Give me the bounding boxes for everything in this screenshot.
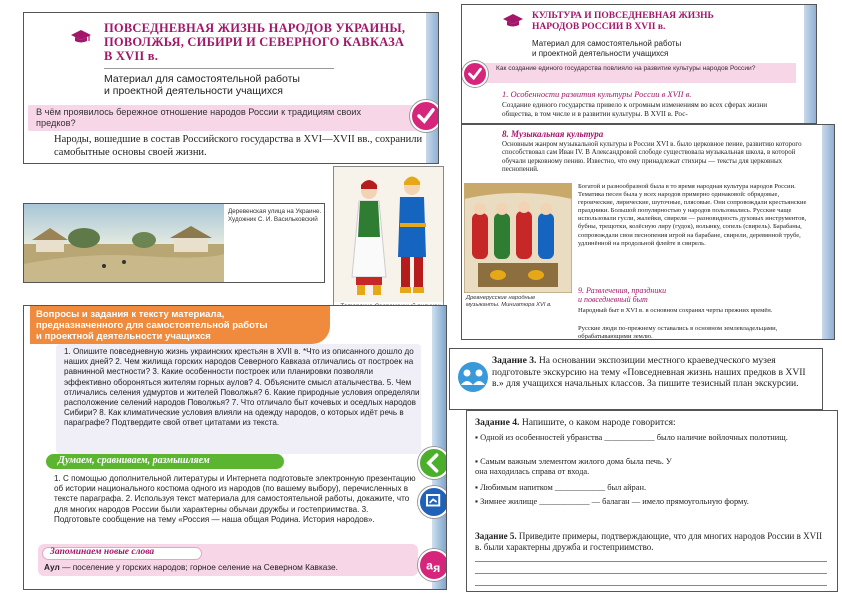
dictionary-button[interactable] [418,549,447,581]
svg-text:a: a [426,558,433,573]
chevron-left-icon [420,449,447,477]
think-label: Думаем, сравниваем, размышляем [58,455,210,466]
culture-title: КУЛЬТУРА И ПОВСЕДНЕВНАЯ ЖИЗНЬ НАРОДОВ РОССИИ В XVII в. [532,11,714,32]
tasks-header: Вопросы и задания к тексту материала, предназначенного для самостоятельной работы и проектной деятельности учащихся [30,306,330,344]
answer-line[interactable] [475,585,827,586]
term-definition: — поселение у горских народов; горное селение на Северном Кавказе. [59,562,338,572]
bullet-icon: ▪ [475,457,481,466]
task4-item-3-text: Любимым напитком ____________ был айран. [480,483,647,492]
task5-text [475,531,827,553]
checkmark-icon [412,102,439,130]
page-edge-stripe [426,13,438,163]
culture-question: Как создание единого государства повлияло на развитие культуры народов России? [496,65,756,72]
page-edge-stripe [822,125,834,339]
checkmark-icon [464,63,486,85]
music-heading: 8. Музыкальная культура [502,129,604,139]
task4-item-2b-text: она находилась справа от входа. [475,467,590,476]
intro-paragraph: Народы, вошедшие в состав Российского государства в XVI—XVII вв., сохранили самобытные основы своей жизни. [54,134,423,158]
task3-label: Задание 3. [492,355,537,366]
presentation-button[interactable] [418,486,447,518]
key-question-text: В чём проявилось бережное отношение народов России к традициям своих предков? [36,107,362,128]
culture-subtitle: Материал для самостоятельной работы и проектной деятельности учащихся [532,39,682,58]
festivities-paragraph: Народный быт в XVI в. в основном сохранял черты прежних времён. [578,307,773,314]
think-items-text: 1. С помощью дополнительной литературы и Интернета подготовьте электронную презентацию об истории национального костюма одного из народов (по вашему выбору), перечисленных в тексте параграфа. 2. Используя текст материала для самостоятельной работы, докажите, что для многих народов России были характерны обычаи дружбы и гостеприимства. 3. Подготовьте сообщение на тему «Россия — наша общая Родина. История народов». [54,474,416,524]
title-divider [104,68,334,69]
task3-text [492,355,812,390]
back-arrow-button[interactable] [418,447,447,479]
remember-definition [44,562,338,572]
musicians-miniature [464,183,572,293]
village-street-painting [24,204,224,283]
dictionary-letters-icon [420,551,447,579]
people-icon [456,361,490,393]
culture-section-heading: 1. Особенности развития культуры России в XVII в. [502,89,692,99]
page-edge-stripe [804,5,816,123]
page-subtitle: Материал для самостоятельной работы и проектной деятельности учащихся [104,73,300,97]
task4-item-2 [475,457,827,477]
task4-item-4-text: Зимнее жилище ____________ — балаган — имело прямоугольную форму. [480,497,749,506]
tatar-costume-illustration [334,167,444,302]
answer-line[interactable] [475,561,827,562]
bullet-icon: ▪ [475,483,481,492]
painting-panel [23,203,325,283]
answer-line[interactable] [475,573,827,574]
costume-illustration-panel [333,166,444,313]
checkmark-button[interactable] [462,61,488,87]
graduation-cap-icon [70,29,92,45]
task3-body: На основании экспозиции местного краеведческого музея подготовьте экскурсию на тему «Повседневная жизнь наших предков в XVII в.» для учащихся начальных классов. За пишите тезисный план экскурсии. [492,355,806,389]
task4-item-3 [475,483,827,493]
presentation-icon [420,488,447,516]
music-paragraph-2: Богатой и разнообразной была в то время народная культура народов России. Тематика песен была у всех народов примерно одинаковой: обрядовые, героические, лирические, шуточные, плясовые. Они сопровождали крестьянские праздники. Большой популярностью у народов пользовались. Русские чаще использовали гусли, жалейки, свирели — разновидность духовых инструментов, бубны, трещотки, колёсную лиру (гудок), волынку, сопель (свирель). Барабаны, сопровождали свои песнопения игрой на барабане, свирели, деревянной трубе, удлинённой на продольной флейте в свирель. [578,183,807,247]
task4-panel [466,410,838,592]
miniature-caption: Древнерусские народные музыканты. Миниатюра XVI в. [466,295,552,308]
festivities-paragraph-2: Русские люди по-прежнему оставались в основном землевладельцами, обрабатывающими землю. [578,325,778,340]
task4-title [475,417,676,428]
culture-paragraph: Создание единого государства привело к огромным изменениям во всех сферах жизни общества, в том числе и в развитии культуры. В XVII в. Рос- [502,101,768,118]
task5-body: Приведите примеры, подтверждающие, что для многих народов России в XVII в. были характерны дружба и гостеприимство. [475,531,823,552]
painting-caption: Деревенская улица на Украине. Художник С. И. Васильковский [228,208,322,223]
task3-panel [449,348,823,410]
questions-text: 1. Опишите повседневную жизнь украинских крестьян в XVII в. *Что из описанного дошло до наших дней? 2. Чем жилища горских народов Северного Кавказа отличались от построек на равнинной местности? 3. Какие особенности построек или планировки позволяли эффективно обороняться жителям горных аулов? 4. Объясните смысл аталычества. 5. Чем отличались селения удмуртов и жителей Поволжья? 6. Какие природные условия определяли расположение селений народов Поволжья? 7. Что отличало быт кочевых и оседлых народов Сибири? 8. Как климатические условия влияли на одежду народов, о которых идёт речь в параграфе? Подтвердите свой ответ цитатами из текста. [64,347,420,428]
festivities-heading: 9. Развлечения, праздники и повседневный быт [578,286,667,304]
page-title: ПОВСЕДНЕВНАЯ ЖИЗНЬ НАРОДОВ УКРАИНЫ, ПОВОЛЖЬЯ, СИБИРИ И СЕВЕРНОГО КАВКАЗА В XVII в. [104,21,406,63]
task4-item-1-text: Одной из особенностей убранства ____________ было наличие войлочных полотнищ. [480,433,788,442]
bullet-icon: ▪ [475,433,481,442]
textbook-page-title-panel [23,12,439,164]
task4-item-4 [475,497,827,507]
remember-label: Запоминаем новые слова [50,547,155,557]
task5-label: Задание 5. [475,531,517,541]
tasks-panel [23,305,447,590]
task4-item-1 [475,433,827,443]
task4-label: Задание 4. [475,417,520,428]
task4-item-2-text: Самым важным элементом жилого дома была печь. У [480,457,672,466]
music-culture-panel [461,124,835,340]
svg-text:я: я [433,561,441,575]
task4-title-text: Напишите, о каком народе говорится: [519,417,676,428]
checkmark-button[interactable] [410,100,439,132]
bullet-icon: ▪ [475,497,481,506]
culture-page-panel [461,4,817,124]
term-aul: Аул [44,562,60,572]
graduation-cap-icon [502,13,524,29]
music-intro: Основным жанром музыкальной культуры в России XVI в. было церковное пение, развитию которого способствовал сам Иван IV. В Александровой слободе существовала музыкальная школа, в которой обучали церковному пению. Известно, что ему принадлежат стихиры — тексты для церковных песнопений. [502,141,802,173]
